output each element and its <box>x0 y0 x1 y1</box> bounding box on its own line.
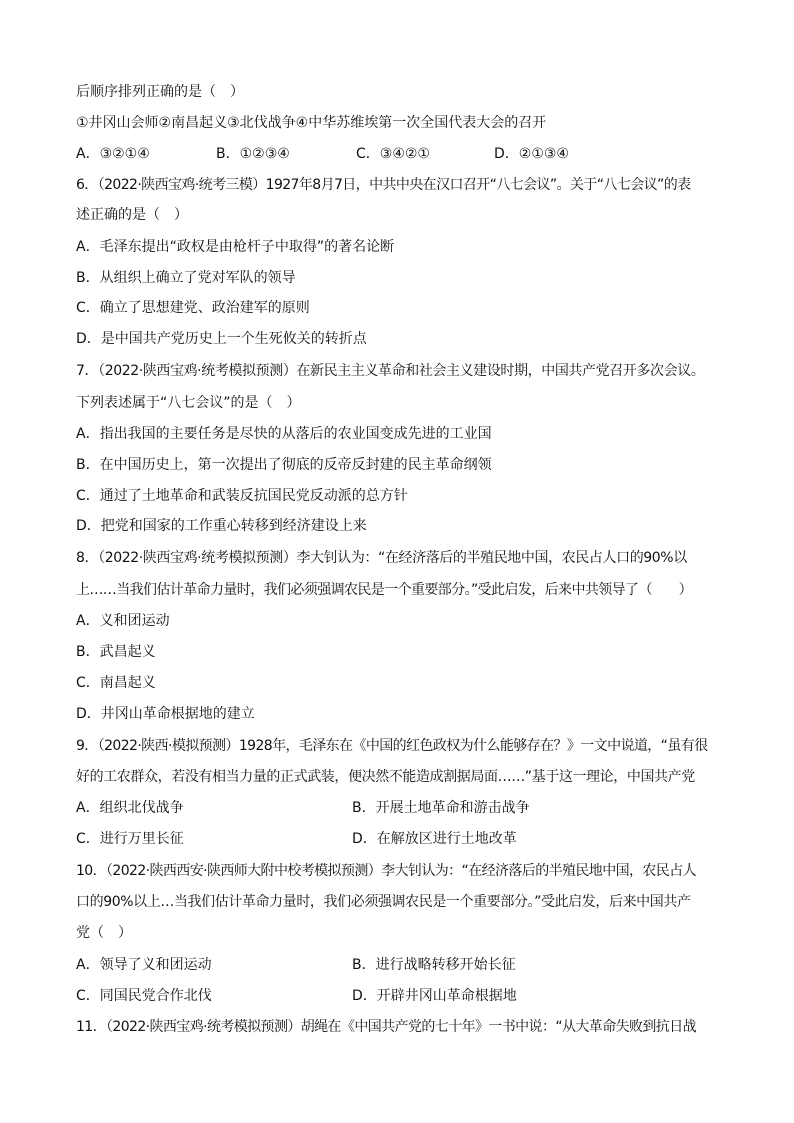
q10-stem-line3: 党（ ） <box>76 925 132 941</box>
q8-stem-line1: 8．（2022·陕西宝鸡·统考模拟预测）李大钊认为：“在经济落后的半殖民地中国，农民占人口的90%以 <box>76 550 687 566</box>
q9-option-d[interactable]: D．在解放区进行土地改革 <box>352 831 517 847</box>
q10-option-c[interactable]: C．同国民党合作北伐 <box>76 988 212 1004</box>
q8-option-a[interactable]: A．义和团运动 <box>76 613 170 629</box>
q5-option-b[interactable]: B．①②③④ <box>216 146 290 162</box>
q5-option-d[interactable]: D．②①③④ <box>494 146 569 162</box>
q7-option-b[interactable]: B．在中国历史上，第一次提出了彻底的反帝反封建的民主革命纲领 <box>76 457 492 473</box>
q9-stem-line1: 9．（2022·陕西·模拟预测）1928年，毛泽东在《中国的红色政权为什么能够存在？》一文中说道，“虽有很 <box>76 738 708 754</box>
q10-option-b[interactable]: B．进行战略转移开始长征 <box>352 957 516 973</box>
q5-options <box>76 144 569 164</box>
q8-stem-line2: 上……当我们估计革命力量时，我们必须强调农民是一个重要部分。”受此启发，后来中共领导了（ ） <box>76 582 693 598</box>
q8-option-d[interactable]: D．井冈山革命根据地的建立 <box>76 706 255 722</box>
q6-option-d[interactable]: D．是中国共产党历史上一个生死攸关的转折点 <box>76 331 367 347</box>
q7-option-d[interactable]: D．把党和国家的工作重心转移到经济建设上来 <box>76 518 367 534</box>
q6-option-b[interactable]: B．从组织上确立了党对军队的领导 <box>76 270 296 286</box>
q10-option-a[interactable]: A．领导了义和团运动 <box>76 957 212 973</box>
q7-option-c[interactable]: C．通过了土地革命和武装反抗国民党反动派的总方针 <box>76 488 408 504</box>
q10-stem-line2: 口的90%以上…当我们估计革命力量时，我们必须强调农民是一个重要部分。”受此启发，后来中国共产 <box>76 894 691 910</box>
q6-option-c[interactable]: C．确立了思想建党、政治建军的原则 <box>76 300 310 316</box>
q5-stem-tail: 后顺序排列正确的是（ ） <box>76 84 244 100</box>
q9-option-c[interactable]: C．进行万里长征 <box>76 831 184 847</box>
q6-stem-line1: 6．（2022·陕西宝鸡·统考三模）1927年8月7日，中共中央在汉口召开“八七会议”。关于“八七会议”的表 <box>76 177 691 193</box>
q7-option-a[interactable]: A．指出我国的主要任务是尽快的从落后的农业国变成先进的工业国 <box>76 426 492 442</box>
q5-option-c[interactable]: C．③④②① <box>356 146 430 162</box>
q6-option-a[interactable]: A．毛泽东提出“政权是由枪杆子中取得”的著名论断 <box>76 239 395 255</box>
q8-option-c[interactable]: C．南昌起义 <box>76 675 156 691</box>
q5-option-a[interactable]: A．③②①④ <box>76 146 150 162</box>
q10-stem-line1: 10．（2022·陕西西安·陕西师大附中校考模拟预测）李大钊认为：“在经济落后的半殖民地中国，农民占人 <box>76 863 696 879</box>
q8-option-b[interactable]: B．武昌起义 <box>76 644 156 660</box>
q10-option-d[interactable]: D．开辟井冈山革命根据地 <box>352 988 517 1004</box>
q6-stem-line2: 述正确的是（ ） <box>76 207 188 223</box>
q9-option-b[interactable]: B．开展土地革命和游击战争 <box>352 800 530 816</box>
q9-stem-line2: 好的工农群众，若没有相当力量的正式武装，便决然不能造成割据局面……”基于这一理论，中国共产党 <box>76 769 695 785</box>
q11-stem-line1: 11．（2022·陕西宝鸡·统考模拟预测）胡绳在《中国共产党的七十年》一书中说：“从大革命失败到抗日战 <box>76 1019 696 1035</box>
q7-stem-line1: 7．（2022·陕西宝鸡·统考模拟预测）在新民主主义革命和社会主义建设时期，中国共产党召开多次会议。 <box>76 363 705 379</box>
q9-option-a[interactable]: A．组织北伐战争 <box>76 800 184 816</box>
q5-items: ①井冈山会师②南昌起义③北伐战争④中华苏维埃第一次全国代表大会的召开 <box>76 115 547 131</box>
q7-stem-line2: 下列表述属于“八七会议”的是（ ） <box>76 395 301 411</box>
